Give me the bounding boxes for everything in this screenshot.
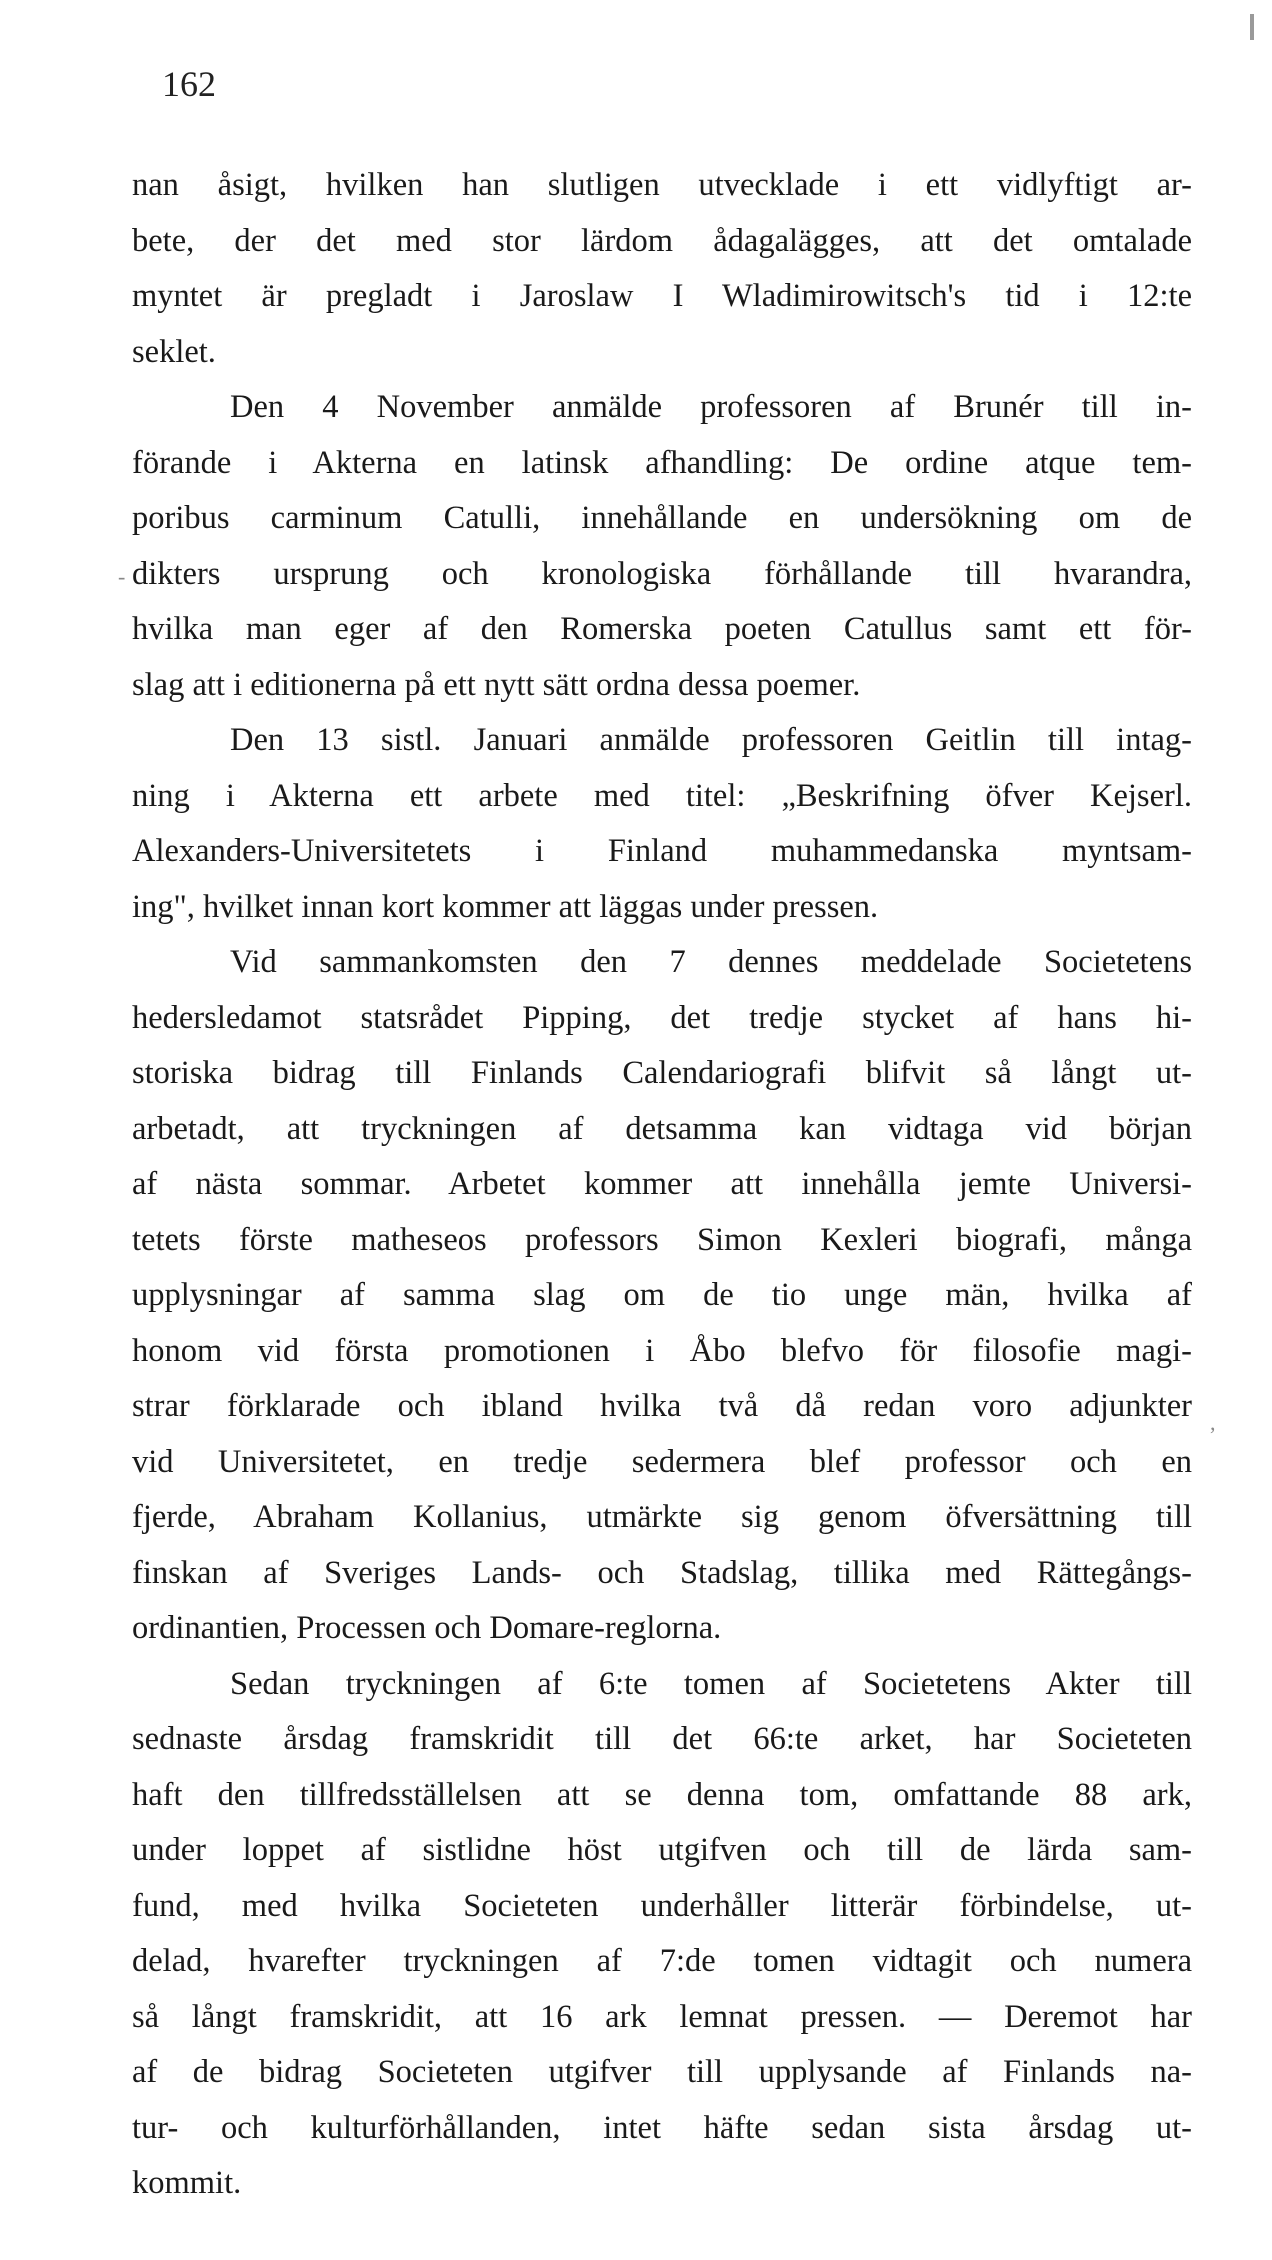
paragraph bbox=[132, 380, 1192, 713]
paragraph bbox=[132, 935, 1192, 1657]
paragraph bbox=[132, 1657, 1192, 2212]
text-line: strar förklarade och ibland hvilka två då redan voro adjunkter bbox=[132, 1388, 1192, 1424]
paragraph bbox=[132, 158, 1192, 380]
text-line: Den 13 sistl. Januari anmälde professoren Geitlin till intag- bbox=[230, 722, 1192, 758]
text-line: så långt framskridit, att 16 ark lemnat pressen. — Deremot har bbox=[132, 1998, 1192, 2035]
text-line: slag att i editionerna på ett nytt sätt ordna dessa poemer. bbox=[132, 666, 861, 703]
text-line: vid Universitetet, en tredje sedermera blef professor och en bbox=[132, 1443, 1192, 1480]
text-line: fund, med hvilka Societeten underhåller litterär förbindelse, ut- bbox=[132, 1887, 1192, 1924]
margin-mark-right: , bbox=[1210, 1410, 1216, 1435]
text-line: ing", hvilket innan kort kommer att läggas under pressen. bbox=[132, 888, 879, 925]
text-line: förande i Akterna en latinsk afhandling: De ordine atque tem- bbox=[132, 444, 1192, 481]
text-line: Alexanders-Universitetets i Finland muhammedanska myntsam- bbox=[132, 833, 1192, 869]
text-line: ning i Akterna ett arbete med titel: „Beskrifning öfver Kejserl. bbox=[132, 777, 1192, 814]
text-line: af nästa sommar. Arbetet kommer att innehålla jemte Universi- bbox=[132, 1166, 1192, 1202]
text-line: sednaste årsdag framskridit till det 66:te arket, har Societeten bbox=[132, 1721, 1192, 1757]
body-text bbox=[132, 158, 1192, 2212]
text-line: kommit. bbox=[132, 2165, 242, 2201]
page-edge-mark bbox=[1250, 14, 1254, 40]
text-line: delad, hvarefter tryckningen af 7:de tomen vidtagit och numera bbox=[132, 1943, 1192, 1979]
text-line: Vid sammankomsten den 7 dennes meddelade Societetens bbox=[230, 944, 1192, 980]
text-line: Den 4 November anmälde professoren af Brunér till in- bbox=[230, 389, 1192, 425]
text-line: tur- och kulturförhållanden, intet häfte sedan sista årsdag ut- bbox=[132, 2109, 1192, 2146]
text-line: ordinantien, Processen och Domare-reglorna. bbox=[132, 1610, 722, 1646]
text-line: myntet är pregladt i Jaroslaw I Wladimirowitsch's tid i 12:te bbox=[132, 278, 1192, 314]
text-line: fjerde, Abraham Kollanius, utmärkte sig genom öfversättning till bbox=[132, 1499, 1192, 1535]
text-line: storiska bidrag till Finlands Calendariografi blifvit så långt ut- bbox=[132, 1055, 1192, 1091]
text-line: tetets förste matheseos professors Simon Kexleri biografi, många bbox=[132, 1221, 1192, 1258]
text-line: hedersledamot statsrådet Pipping, det tredje stycket af hans hi- bbox=[132, 999, 1192, 1036]
text-line: nan åsigt, hvilken han slutligen utvecklade i ett vidlyftigt ar- bbox=[132, 167, 1192, 203]
text-line: hvilka man eger af den Romerska poeten Catullus samt ett för- bbox=[132, 611, 1192, 647]
text-line: bete, der det med stor lärdom ådagalägges, att det omtalade bbox=[132, 222, 1192, 259]
text-line: dikters ursprung och kronologiska förhållande till hvarandra, bbox=[132, 555, 1192, 592]
text-line: seklet. bbox=[132, 333, 216, 370]
page-number: 162 bbox=[162, 64, 216, 104]
text-line: arbetadt, att tryckningen af detsamma kan vidtaga vid början bbox=[132, 1110, 1192, 1147]
text-line: af de bidrag Societeten utgifver till upplysande af Finlands na- bbox=[132, 2054, 1192, 2090]
text-line: under loppet af sistlidne höst utgifven och till de lärda sam- bbox=[132, 1832, 1192, 1868]
text-line: Sedan tryckningen af 6:te tomen af Societetens Akter till bbox=[230, 1665, 1192, 1702]
text-line: haft den tillfredsställelsen att se denna tom, omfattande 88 ark, bbox=[132, 1776, 1192, 1813]
text-line: upplysningar af samma slag om de tio unge män, hvilka af bbox=[132, 1277, 1192, 1313]
text-line: poribus carminum Catulli, innehållande en undersökning om de bbox=[132, 500, 1192, 536]
margin-mark-left: - bbox=[118, 564, 126, 589]
text-line: honom vid första promotionen i Åbo blefvo för filosofie magi- bbox=[132, 1332, 1192, 1369]
text-line: finskan af Sveriges Lands- och Stadslag, tillika med Rättegångs- bbox=[132, 1554, 1192, 1591]
paragraph bbox=[132, 713, 1192, 935]
